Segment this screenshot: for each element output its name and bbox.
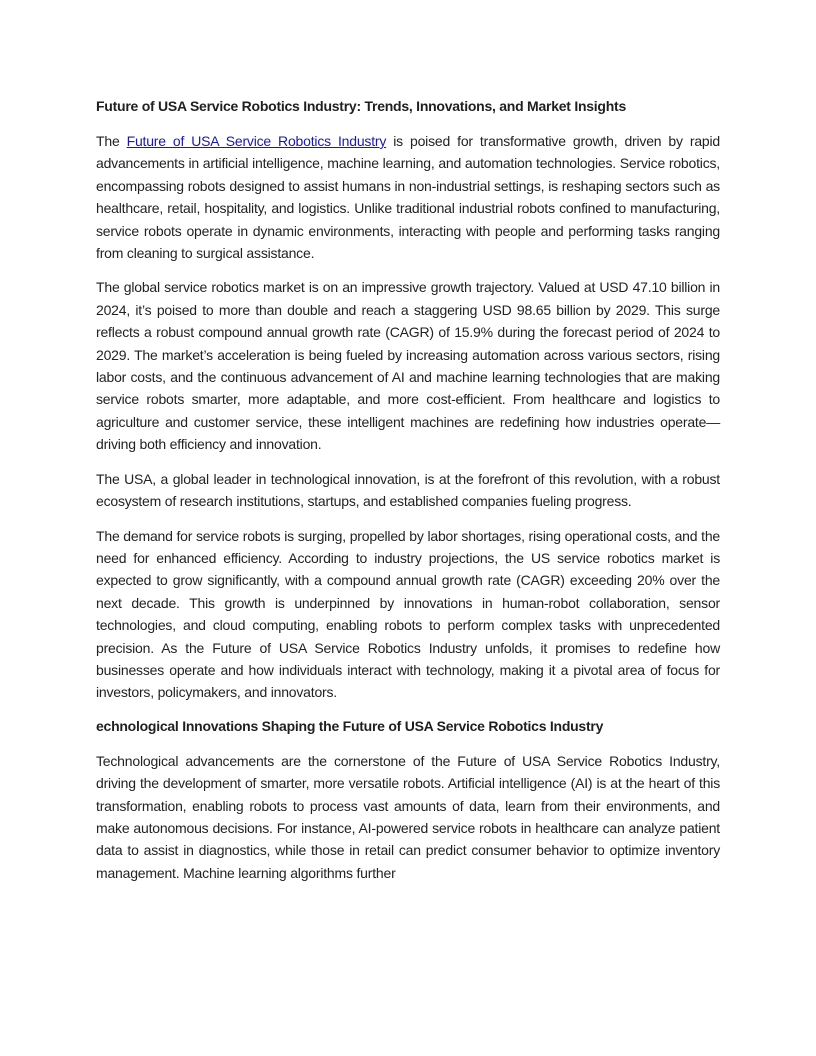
section-heading: echnological Innovations Shaping the Future of USA Service Robotics Industry xyxy=(96,717,604,734)
document-title: Future of USA Service Robotics Industry: Trends, Innovations, and Market Insights xyxy=(96,98,626,114)
future-usa-service-robotics-link[interactable]: Future of USA Service Robotics Industry xyxy=(126,133,387,149)
intro-suffix: is poised for transformative growth, driven by rapid advancements in artificial intelligence, machine learning, and automation technologies. Service robotics, encompassing robots designed to assist humans in non-industrial settings, is reshaping sectors such as healthcare, retail, hospitality, and logistics. Unlike traditional industrial robots confined to manufacturing, service robots operate in dynamic environments, interacting with people and performing tasks ranging from cleaning to surgical assistance. xyxy=(96,133,720,262)
usa-leader-paragraph: The USA, a global leader in technological innovation, is at the forefront of this revolution, with a robust ecosystem of research institutions, startups, and established companies fueling progress. xyxy=(96,470,720,510)
demand-paragraph: The demand for service robots is surging, propelled by labor shortages, rising operational costs, and the need for enhanced efficiency. According to industry projections, the US service robotics market is expected to grow significantly, with a compound annual growth rate (CAGR) exceeding 20% over the next decade. This growth is underpinned by innovations in human-robot collaboration, sensor technologies, and cloud computing, enabling robots to perform complex tasks with unprecedented precision. As the Future of USA Service Robotics Industry unfolds, it promises to redefine how businesses operate and how individuals interact with technology, making it a pivotal area of focus for investors, policymakers, and innovators. xyxy=(96,527,720,701)
document-page xyxy=(96,96,720,896)
intro-paragraph xyxy=(96,130,720,264)
market-growth-paragraph: The global service robotics market is on an impressive growth trajectory. Valued at USD 47.10 billion in 2024, it’s poised to more than double and reach a staggering USD 98.65 billion by 2029. This surge reflects a robust compound annual growth rate (CAGR) of 15.9% during the forecast period of 2024 to 2029. The market’s acceleration is being fueled by increasing automation across various sectors, rising labor costs, and the continuous advancement of AI and machine learning technologies that are making service robots smarter, more adaptable, and more cost-efficient. From healthcare and logistics to agriculture and customer service, these intelligent machines are redefining how industries operate—driving both efficiency and innovation. xyxy=(96,279,720,453)
tech-innovations-paragraph: Technological advancements are the cornerstone of the Future of USA Service Robotics Industry, driving the development of smarter, more versatile robots. Artificial intelligence (AI) is at the heart of this transformation, enabling robots to process vast amounts of data, learn from their environments, and make autonomous decisions. For instance, AI-powered service robots in healthcare can analyze patient data to assist in diagnostics, while those in retail can predict consumer behavior to optimize inventory management. Machine learning algorithms further xyxy=(96,752,720,881)
intro-prefix: The xyxy=(96,133,127,149)
